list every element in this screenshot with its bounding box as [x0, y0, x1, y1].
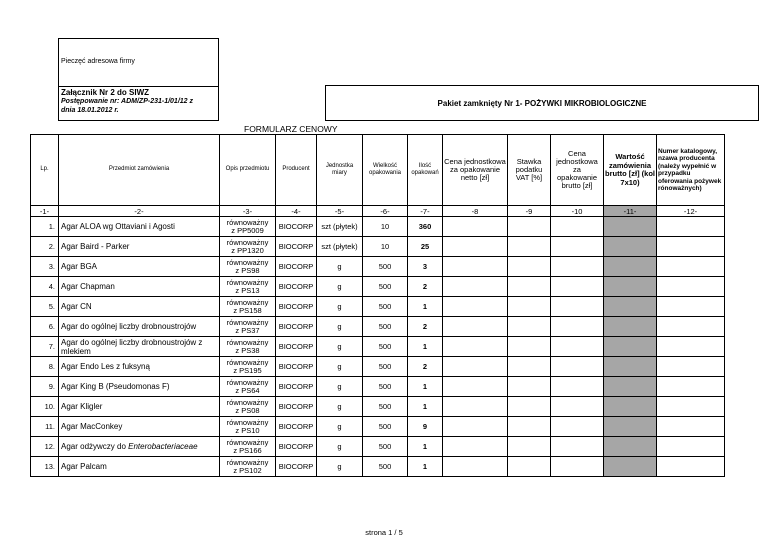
- annex-info: [61, 88, 219, 115]
- row-catalog-cell[interactable]: [657, 217, 725, 237]
- row-catalog-cell[interactable]: [657, 317, 725, 337]
- row-lp: 11.: [31, 417, 59, 437]
- row-value-cell: [604, 337, 657, 357]
- row-net-price-cell[interactable]: [443, 217, 508, 237]
- table-row: [31, 457, 725, 477]
- row-value-cell: [604, 317, 657, 337]
- row-desc-code: z PP1320: [231, 245, 264, 255]
- col-number: -9: [508, 206, 551, 217]
- row-catalog-cell[interactable]: [657, 237, 725, 257]
- row-unit: g: [317, 297, 363, 317]
- row-desc-line: równoważny: [226, 337, 269, 347]
- row-producer: BIOCORP: [276, 437, 317, 457]
- row-unit: g: [317, 417, 363, 437]
- row-desc-code: z PS08: [235, 405, 260, 415]
- row-desc-line: równoważny: [226, 297, 269, 307]
- row-qty: 1: [408, 337, 443, 357]
- procedure-date: dnia 18.01.2012 r.: [61, 107, 119, 114]
- row-gross-price-cell[interactable]: [551, 217, 604, 237]
- row-pack-size: 500: [363, 337, 408, 357]
- row-description: [220, 257, 276, 277]
- row-net-price-cell[interactable]: [443, 317, 508, 337]
- row-description: [220, 237, 276, 257]
- col-number: -1-: [31, 206, 59, 217]
- row-unit: g: [317, 357, 363, 377]
- row-catalog-cell[interactable]: [657, 457, 725, 477]
- row-vat-cell[interactable]: [508, 257, 551, 277]
- row-net-price-cell[interactable]: [443, 337, 508, 357]
- row-producer: BIOCORP: [276, 417, 317, 437]
- row-unit: g: [317, 437, 363, 457]
- row-gross-price-cell[interactable]: [551, 337, 604, 357]
- row-qty: 360: [408, 217, 443, 237]
- row-producer: BIOCORP: [276, 337, 317, 357]
- row-pack-size: 10: [363, 217, 408, 237]
- row-catalog-cell[interactable]: [657, 417, 725, 437]
- row-gross-price-cell[interactable]: [551, 437, 604, 457]
- table-row: [31, 257, 725, 277]
- row-vat-cell[interactable]: [508, 337, 551, 357]
- row-item-name: Agar CN: [59, 297, 220, 317]
- row-qty: 1: [408, 297, 443, 317]
- row-value-cell: [604, 257, 657, 277]
- row-vat-cell[interactable]: [508, 217, 551, 237]
- row-catalog-cell[interactable]: [657, 337, 725, 357]
- package-title-box: [325, 85, 759, 121]
- col-number: -10: [551, 206, 604, 217]
- row-unit: g: [317, 317, 363, 337]
- table-row: [31, 297, 725, 317]
- header-value: Wartość zamówienia brutto [zł] (kol 7x10): [604, 135, 657, 206]
- row-lp: 5.: [31, 297, 59, 317]
- row-vat-cell[interactable]: [508, 317, 551, 337]
- row-net-price-cell[interactable]: [443, 457, 508, 477]
- table-row: [31, 357, 725, 377]
- row-gross-price-cell[interactable]: [551, 457, 604, 477]
- header-qty: Ilość opakowań: [408, 135, 443, 206]
- row-producer: BIOCORP: [276, 357, 317, 377]
- row-desc-code: z PS64: [235, 385, 260, 395]
- table-row: [31, 397, 725, 417]
- row-item-name: [59, 437, 220, 457]
- row-description: [220, 417, 276, 437]
- row-item-name: Agar ALOA wg Ottaviani i Agosti: [59, 217, 220, 237]
- row-item-name: Agar do ogólnej liczby drobnoustrojów z mlekiem: [59, 337, 220, 357]
- page-number: strona 1 / 5: [365, 528, 403, 537]
- row-item-name-italic: Enterobacteriaceae: [128, 442, 198, 451]
- row-catalog-cell[interactable]: [657, 437, 725, 457]
- row-description: [220, 357, 276, 377]
- row-desc-code: z PS38: [235, 345, 260, 355]
- row-description: [220, 397, 276, 417]
- row-vat-cell[interactable]: [508, 357, 551, 377]
- row-qty: 1: [408, 397, 443, 417]
- col-number: -11-: [604, 206, 657, 217]
- row-description: [220, 457, 276, 477]
- row-pack-size: 500: [363, 457, 408, 477]
- row-lp: 3.: [31, 257, 59, 277]
- row-producer: BIOCORP: [276, 277, 317, 297]
- row-producer: BIOCORP: [276, 217, 317, 237]
- row-qty: 25: [408, 237, 443, 257]
- row-pack-size: 500: [363, 257, 408, 277]
- row-value-cell: [604, 417, 657, 437]
- row-net-price-cell[interactable]: [443, 377, 508, 397]
- row-desc-line: równoważny: [226, 417, 269, 427]
- row-unit: g: [317, 257, 363, 277]
- row-gross-price-cell[interactable]: [551, 377, 604, 397]
- row-vat-cell[interactable]: [508, 237, 551, 257]
- row-catalog-cell[interactable]: [657, 297, 725, 317]
- row-pack-size: 500: [363, 277, 408, 297]
- row-desc-line: równoważny: [226, 257, 269, 267]
- row-item-name: Agar King B (Pseudomonas F): [59, 377, 220, 397]
- row-desc-line: równoważny: [226, 377, 269, 387]
- col-number: -6-: [363, 206, 408, 217]
- row-vat-cell[interactable]: [508, 437, 551, 457]
- row-lp: 2.: [31, 237, 59, 257]
- row-vat-cell[interactable]: [508, 457, 551, 477]
- header-net-price: Cena jednostkowa za opakowanie netto [zł]: [443, 135, 508, 206]
- row-desc-code: z PS98: [235, 265, 260, 275]
- header-catalog: Numer katalogowy, nzawa producenta (należy wypełnić w przypadku oferowania pożywek rónoważnych): [657, 135, 725, 206]
- row-item-name: Agar BGA: [59, 257, 220, 277]
- row-gross-price-cell[interactable]: [551, 277, 604, 297]
- row-unit: szt (płytek): [317, 237, 363, 257]
- row-value-cell: [604, 377, 657, 397]
- row-producer: BIOCORP: [276, 317, 317, 337]
- header-row: [31, 135, 725, 206]
- row-item-name: Agar do ogólnej liczby drobnoustrojów: [59, 317, 220, 337]
- header-gross-price: Cena jednostkowa za opakowanie brutto [zł]: [551, 135, 604, 206]
- row-value-cell: [604, 237, 657, 257]
- row-value-cell: [604, 437, 657, 457]
- row-pack-size: 500: [363, 437, 408, 457]
- row-vat-cell[interactable]: [508, 377, 551, 397]
- row-catalog-cell[interactable]: [657, 377, 725, 397]
- row-catalog-cell[interactable]: [657, 357, 725, 377]
- row-producer: BIOCORP: [276, 297, 317, 317]
- row-unit: g: [317, 397, 363, 417]
- header-item: Przedmiot zamówienia: [59, 135, 220, 206]
- row-net-price-cell[interactable]: [443, 277, 508, 297]
- row-desc-code: z PS102: [233, 465, 262, 475]
- row-value-cell: [604, 357, 657, 377]
- row-item-name: Agar Chapman: [59, 277, 220, 297]
- row-value-cell: [604, 397, 657, 417]
- row-net-price-cell[interactable]: [443, 437, 508, 457]
- row-item-name: Agar MacConkey: [59, 417, 220, 437]
- col-number: -2-: [59, 206, 220, 217]
- row-desc-line: równoważny: [226, 217, 269, 227]
- row-pack-size: 500: [363, 377, 408, 397]
- table-row: [31, 377, 725, 397]
- row-unit: g: [317, 337, 363, 357]
- procedure-number: Postępowanie nr: ADM/ZP-231-1/01/12 z: [61, 98, 193, 105]
- row-producer: BIOCORP: [276, 377, 317, 397]
- row-description: [220, 337, 276, 357]
- col-number: -7-: [408, 206, 443, 217]
- row-desc-line: równoważny: [226, 457, 269, 467]
- row-desc-code: z PS13: [235, 285, 260, 295]
- package-title: Pakiet zamknięty Nr 1- POŻYWKI MIKROBIOLOGICZNE: [437, 98, 647, 108]
- row-unit: szt (płytek): [317, 217, 363, 237]
- row-desc-code: z PS10: [235, 425, 260, 435]
- table-row: [31, 237, 725, 257]
- row-qty: 2: [408, 357, 443, 377]
- row-desc-code: z PS195: [233, 365, 262, 375]
- row-desc-code: z PP5009: [231, 225, 264, 235]
- row-desc-code: z PS166: [233, 445, 262, 455]
- row-value-cell: [604, 457, 657, 477]
- header-lp: Lp.: [31, 135, 59, 206]
- row-gross-price-cell[interactable]: [551, 357, 604, 377]
- row-pack-size: 500: [363, 397, 408, 417]
- row-net-price-cell[interactable]: [443, 397, 508, 417]
- row-unit: g: [317, 377, 363, 397]
- row-item-name: Agar Palcam: [59, 457, 220, 477]
- row-item-name: Agar Baird - Parker: [59, 237, 220, 257]
- table-row: [31, 417, 725, 437]
- row-producer: BIOCORP: [276, 457, 317, 477]
- table-row: [31, 437, 725, 457]
- col-number: -12-: [657, 206, 725, 217]
- row-gross-price-cell[interactable]: [551, 257, 604, 277]
- row-desc-line: równoważny: [226, 397, 269, 407]
- row-item-name-text: Agar odżywczy do: [61, 442, 129, 451]
- row-desc-line: równoważny: [226, 437, 269, 447]
- header-unit: Jednostka miary: [317, 135, 363, 206]
- row-net-price-cell[interactable]: [443, 297, 508, 317]
- row-lp: 9.: [31, 377, 59, 397]
- table-row: [31, 277, 725, 297]
- row-vat-cell[interactable]: [508, 277, 551, 297]
- row-description: [220, 277, 276, 297]
- column-number-row: [31, 206, 725, 217]
- row-description: [220, 317, 276, 337]
- row-pack-size: 500: [363, 417, 408, 437]
- row-gross-price-cell[interactable]: [551, 397, 604, 417]
- stamp-label: Pieczęć adresowa firmy: [61, 58, 135, 65]
- table-row: [31, 217, 725, 237]
- row-pack-size: 500: [363, 297, 408, 317]
- row-vat-cell[interactable]: [508, 397, 551, 417]
- row-producer: BIOCORP: [276, 397, 317, 417]
- row-net-price-cell[interactable]: [443, 417, 508, 437]
- row-lp: 4.: [31, 277, 59, 297]
- row-description: [220, 437, 276, 457]
- row-desc-code: z PS37: [235, 325, 260, 335]
- row-value-cell: [604, 277, 657, 297]
- row-description: [220, 377, 276, 397]
- row-item-name: Agar Endo Les z fuksyną: [59, 357, 220, 377]
- row-description: [220, 217, 276, 237]
- divider: [59, 86, 218, 87]
- row-qty: 1: [408, 377, 443, 397]
- row-value-cell: [604, 297, 657, 317]
- row-catalog-cell[interactable]: [657, 397, 725, 417]
- row-lp: 8.: [31, 357, 59, 377]
- row-unit: g: [317, 457, 363, 477]
- header-desc: Opis przedmiotu: [220, 135, 276, 206]
- row-pack-size: 500: [363, 317, 408, 337]
- form-title: FORMULARZ CENOWY: [244, 124, 338, 134]
- row-net-price-cell[interactable]: [443, 357, 508, 377]
- row-qty: 3: [408, 257, 443, 277]
- row-desc-code: z PS158: [233, 305, 262, 315]
- company-stamp-box: [58, 38, 219, 121]
- col-number: -3-: [220, 206, 276, 217]
- row-qty: 9: [408, 417, 443, 437]
- row-qty: 1: [408, 457, 443, 477]
- row-item-name: Agar Kligler: [59, 397, 220, 417]
- table-row: [31, 337, 725, 357]
- row-lp: 13.: [31, 457, 59, 477]
- header-producer: Producent: [276, 135, 317, 206]
- row-lp: 7.: [31, 337, 59, 357]
- row-gross-price-cell[interactable]: [551, 417, 604, 437]
- annex-title: Załącznik Nr 2 do SIWZ: [61, 88, 150, 97]
- row-producer: BIOCORP: [276, 237, 317, 257]
- row-net-price-cell[interactable]: [443, 257, 508, 277]
- row-lp: 6.: [31, 317, 59, 337]
- row-pack-size: 500: [363, 357, 408, 377]
- col-number: -5-: [317, 206, 363, 217]
- row-lp: 12.: [31, 437, 59, 457]
- row-catalog-cell[interactable]: [657, 277, 725, 297]
- header-vat: Stawka podatku VAT [%]: [508, 135, 551, 206]
- row-desc-line: równoważny: [226, 277, 269, 287]
- row-gross-price-cell[interactable]: [551, 317, 604, 337]
- row-qty: 1: [408, 437, 443, 457]
- price-form-table: [30, 134, 725, 477]
- header-pack-size: Wielkość opakowania: [363, 135, 408, 206]
- row-value-cell: [604, 217, 657, 237]
- row-gross-price-cell[interactable]: [551, 237, 604, 257]
- row-unit: g: [317, 277, 363, 297]
- row-description: [220, 297, 276, 317]
- row-qty: 2: [408, 317, 443, 337]
- row-net-price-cell[interactable]: [443, 237, 508, 257]
- row-producer: BIOCORP: [276, 257, 317, 277]
- row-catalog-cell[interactable]: [657, 257, 725, 277]
- table-row: [31, 317, 725, 337]
- row-lp: 10.: [31, 397, 59, 417]
- row-lp: 1.: [31, 217, 59, 237]
- row-desc-line: równoważny: [226, 237, 269, 247]
- col-number: -8: [443, 206, 508, 217]
- row-vat-cell[interactable]: [508, 297, 551, 317]
- row-desc-line: równoważny: [226, 317, 269, 327]
- row-pack-size: 10: [363, 237, 408, 257]
- col-number: -4-: [276, 206, 317, 217]
- row-vat-cell[interactable]: [508, 417, 551, 437]
- row-qty: 2: [408, 277, 443, 297]
- row-desc-line: równoważny: [226, 357, 269, 367]
- row-gross-price-cell[interactable]: [551, 297, 604, 317]
